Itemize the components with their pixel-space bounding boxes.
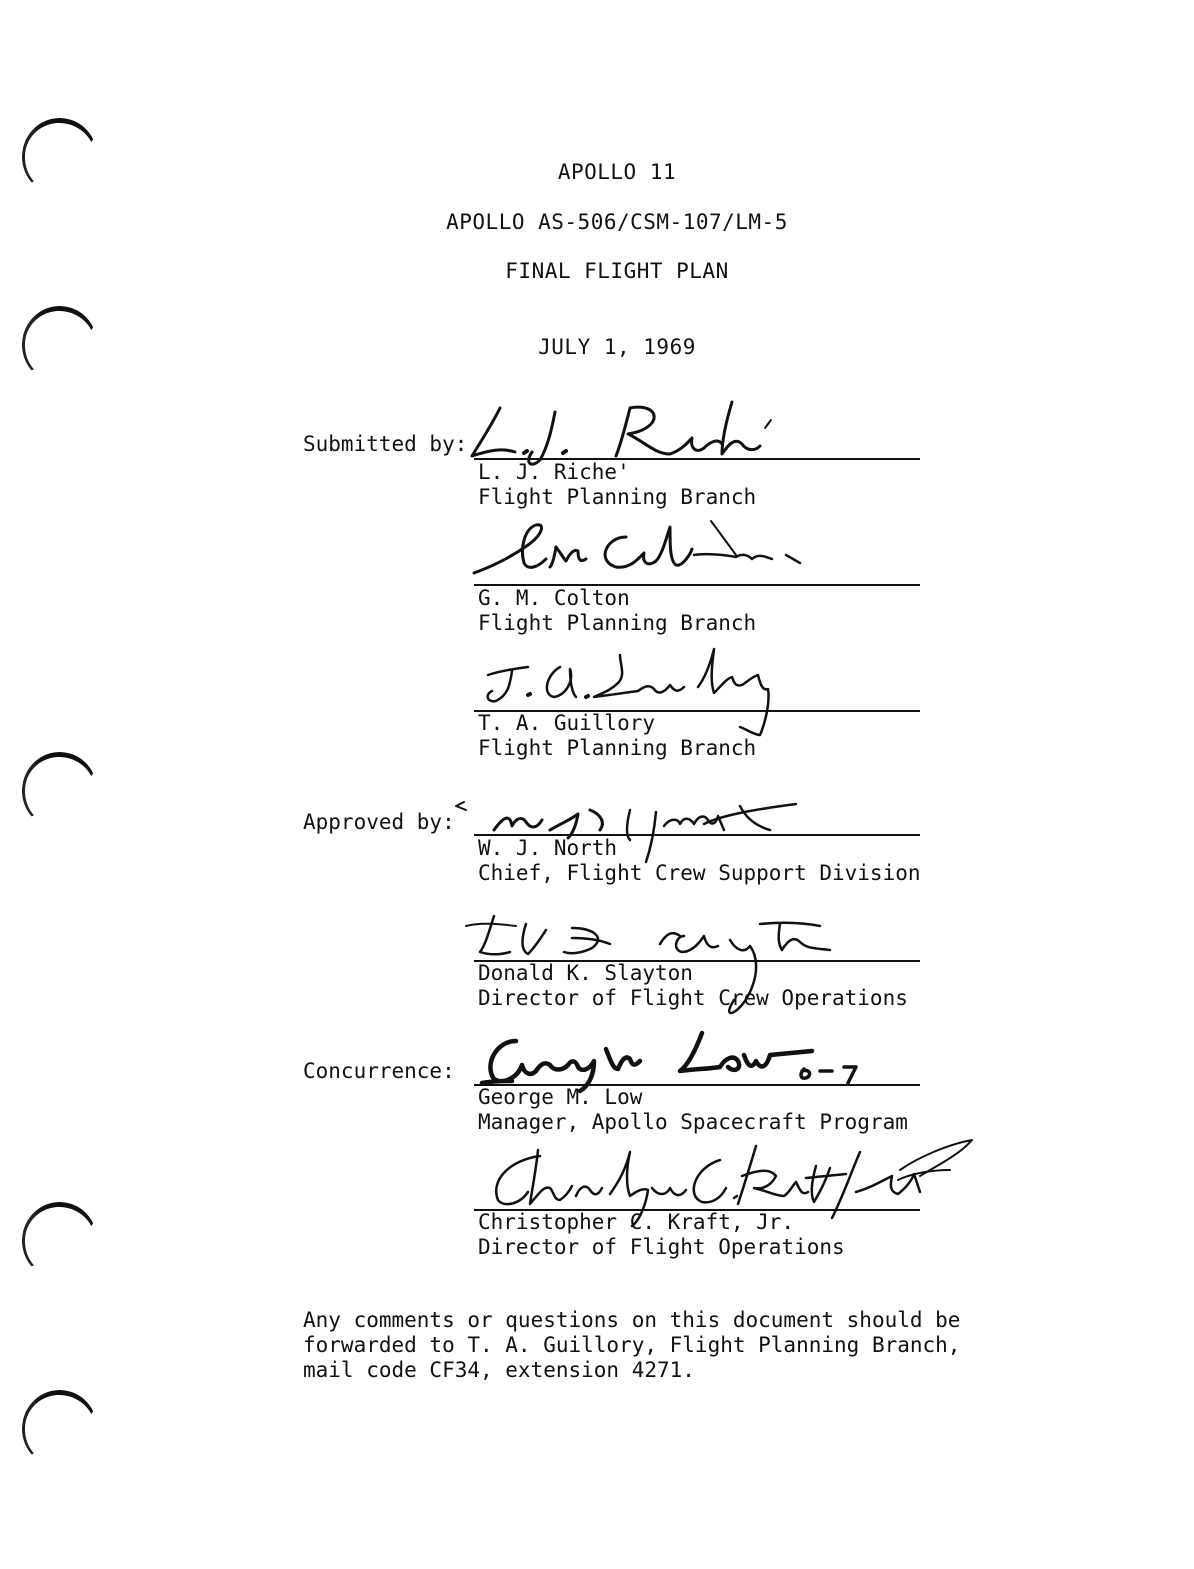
signatory-name: W. J. North bbox=[478, 836, 618, 860]
signatory-title: Director of Flight Operations bbox=[478, 1235, 845, 1259]
contact-note-line: mail code CF34, extension 4271. bbox=[303, 1358, 695, 1382]
vehicle-designation: APOLLO AS-506/CSM-107/LM-5 bbox=[446, 210, 788, 234]
signature-strokes bbox=[482, 1033, 856, 1091]
signatory-title: Director of Flight Crew Operations bbox=[478, 986, 908, 1010]
signatory-title: Flight Planning Branch bbox=[478, 736, 757, 760]
signatory-name: George M. Low bbox=[478, 1085, 643, 1109]
contact-note bbox=[303, 1308, 960, 1383]
binder-hole bbox=[17, 113, 102, 200]
signatory-name: Donald K. Slayton bbox=[478, 961, 693, 985]
signatory-name: Christopher C. Kraft, Jr. bbox=[478, 1210, 795, 1234]
signatory-name: T. A. Guillory bbox=[478, 711, 656, 735]
submitted-by-label: Submitted by: bbox=[303, 432, 468, 456]
document-title: FINAL FLIGHT PLAN bbox=[505, 259, 729, 283]
binder-hole bbox=[17, 747, 102, 834]
binder-hole bbox=[17, 1385, 102, 1472]
signature-colton bbox=[466, 515, 846, 585]
approved-by-label: Approved by: bbox=[303, 810, 455, 834]
signatory-title: Manager, Apollo Spacecraft Program bbox=[478, 1110, 908, 1134]
signature-strokes bbox=[474, 521, 800, 573]
signatory-name: G. M. Colton bbox=[478, 586, 630, 610]
concurrence-label: Concurrence: bbox=[303, 1059, 455, 1083]
binder-hole bbox=[17, 1197, 102, 1284]
contact-note-line: Any comments or questions on this document should be bbox=[303, 1308, 961, 1332]
signature-strokes bbox=[472, 402, 771, 464]
signatory-name: L. J. Riche' bbox=[478, 460, 630, 484]
mission-title: APOLLO 11 bbox=[557, 160, 677, 184]
signatory-title: Flight Planning Branch bbox=[478, 611, 757, 635]
signatory-title: Chief, Flight Crew Support Division bbox=[478, 861, 921, 885]
signatory-title: Flight Planning Branch bbox=[478, 485, 757, 509]
document-date: JULY 1, 1969 bbox=[538, 335, 696, 359]
contact-note-line: forwarded to T. A. Guillory, Flight Planning Branch, bbox=[303, 1333, 961, 1357]
